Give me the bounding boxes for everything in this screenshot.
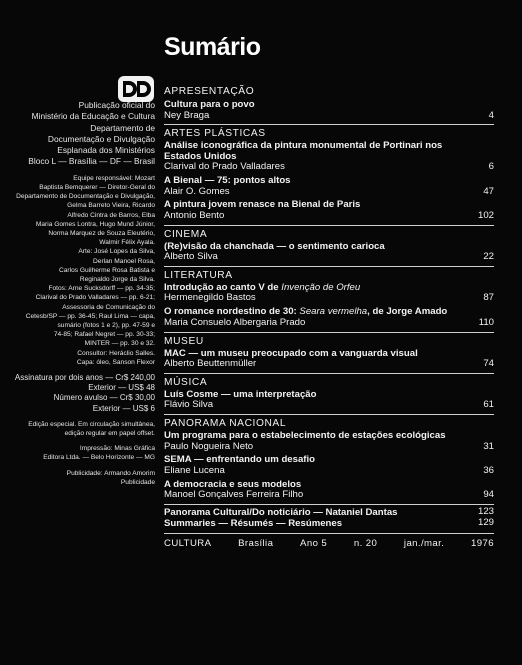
- publisher-logo: [118, 76, 154, 102]
- issue-year: Ano 5: [300, 538, 328, 550]
- entry-title-italic: Seara vermelha: [299, 306, 368, 318]
- entry-title-italic: Invenção de Orfeu: [281, 281, 361, 293]
- team-line: MINTER — pp. 30 e 32.: [84, 340, 155, 348]
- toc-section: [164, 266, 494, 329]
- entry-title: A pintura jovem renasce na Bienal de Paris: [164, 199, 361, 211]
- publication-line: Ministério da Educação e Cultura: [31, 111, 155, 122]
- entry-page-number: 4: [488, 109, 494, 121]
- entry-title: Um programa para o estabelecimento de estações ecológicas: [164, 430, 446, 442]
- entry-title-text: , de Jorge Amado: [367, 306, 448, 318]
- entry-page-number: 61: [483, 399, 494, 411]
- entry-title-text: O romance nordestino de 30:: [164, 306, 300, 318]
- toc-entry[interactable]: [164, 242, 494, 263]
- advertising-info: [0, 469, 155, 487]
- section-heading: MUSEU: [164, 332, 494, 347]
- misc-page-number: 123: [477, 506, 494, 518]
- entry-author: Eliane Lucena: [164, 464, 225, 476]
- entry-title-text: Introdução ao canto V de: [164, 281, 282, 293]
- editorial-team: [0, 174, 155, 367]
- entry-author: Alair O. Gomes: [164, 185, 230, 197]
- edition-note: [0, 420, 155, 438]
- entry-page-number: 94: [483, 489, 494, 501]
- entry-title: SEMA — enfrentando um desafio: [164, 454, 316, 466]
- team-line: Walmir Félix Ayala.: [99, 239, 155, 247]
- section-heading: ARTES PLÁSTICAS: [164, 124, 494, 139]
- team-line: Reginaldo Jorge da Silva.: [79, 276, 155, 284]
- publication-line: Departamento de: [90, 122, 155, 133]
- toc-entry[interactable]: [164, 455, 494, 476]
- publication-line: Documentação e Divulgação: [47, 133, 155, 144]
- subscription-prices: [0, 373, 155, 414]
- toc-entry[interactable]: [164, 390, 494, 411]
- team-line: Clarival do Prado Valladares — pp. 6-21;: [35, 294, 155, 302]
- team-line: Departamento de Documentação e Divulgação,: [16, 193, 155, 201]
- subscription-line: Número avulso — Cr$ 30,00: [53, 393, 155, 403]
- subscription-line: Assinatura por dois anos — Cr$ 240,00: [14, 373, 155, 383]
- entry-page-number: 31: [483, 440, 494, 452]
- team-line: Maria Gomes Lontra, Hugo Mund Júnior,: [35, 220, 155, 228]
- entry-author: Hermenegildo Bastos: [164, 292, 256, 304]
- toc-section: [164, 332, 494, 370]
- entry-author: Manoel Gonçalves Ferreira Filho: [164, 489, 304, 501]
- subscription-line: Exterior — US$ 48: [88, 383, 155, 393]
- magazine-name: CULTURA: [164, 538, 212, 550]
- team-line: Equipe responsável: Mozart: [73, 174, 155, 182]
- team-line: Alfredo Cintra de Barros, Elba: [67, 211, 155, 219]
- publication-line: Bloco L — Brasília — DF — Brasil: [28, 156, 155, 167]
- toc-entry[interactable]: [164, 141, 494, 173]
- advertising-line: Publicidade: [120, 478, 155, 486]
- toc-entry[interactable]: [164, 200, 494, 221]
- entry-title: A Bienal — 75: pontos altos: [164, 175, 291, 187]
- entry-author: Antonio Bento: [164, 209, 225, 221]
- entry-author: Flávio Silva: [164, 399, 214, 411]
- table-of-contents: [164, 83, 494, 549]
- team-line: Fotos: Arne Sucksdorff — pp. 34-35;: [48, 285, 155, 293]
- section-heading: PANORAMA NACIONAL: [164, 414, 494, 429]
- toc-section: [164, 83, 494, 121]
- toc-section: [164, 225, 494, 263]
- team-line: Derlan Manoel Rosa,: [93, 257, 155, 265]
- toc-section: [164, 414, 494, 501]
- team-line: Consultor: Heráclio Salles.: [77, 349, 155, 357]
- entry-author: Paulo Nogueira Neto: [164, 440, 254, 452]
- entry-title: (Re)visão da chanchada — o sentimento carioca: [164, 240, 385, 252]
- entry-author: Maria Consuelo Albergaria Prado: [164, 316, 306, 328]
- printing-line: Impressão: Minas Gráfica: [79, 445, 155, 453]
- entry-page-number: 6: [488, 161, 494, 173]
- section-heading: MÚSICA: [164, 373, 494, 388]
- team-line: Arte: José Lopes da Silva,: [78, 248, 155, 256]
- entry-title: Luís Cosme — uma interpretação: [164, 388, 317, 400]
- edition-line: edição regular em papel offset.: [64, 430, 155, 438]
- credits-column: [0, 100, 155, 493]
- misc-title: Panorama Cultural/Do noticiário — Nataniel Dantas: [164, 507, 398, 519]
- entry-page-number: 87: [483, 292, 494, 304]
- issue-number: n. 20: [353, 538, 378, 550]
- entry-page-number: 47: [483, 185, 494, 197]
- entry-page-number: 22: [483, 251, 494, 263]
- section-heading: CINEMA: [164, 225, 494, 240]
- toc-entry[interactable]: [164, 283, 494, 304]
- entry-author: Alberto Beuttenmüller: [164, 358, 257, 370]
- publication-line: Publicação oficial do: [78, 100, 155, 110]
- misc-title: Summaries — Résumés — Resúmenes: [164, 518, 343, 530]
- toc-entry[interactable]: [164, 480, 494, 501]
- entry-page-number: 110: [478, 316, 494, 328]
- toc-entry[interactable]: [164, 307, 494, 328]
- divider: [164, 504, 494, 505]
- issue-footer: [164, 533, 494, 549]
- misc-entry[interactable]: [164, 518, 494, 529]
- entry-title: MAC — um museu preocupado com a vanguarda visual: [164, 347, 418, 359]
- section-heading: APRESENTAÇÃO: [164, 86, 255, 97]
- toc-entry[interactable]: [164, 176, 494, 197]
- page-title: Sumário: [164, 33, 261, 61]
- toc-entry[interactable]: [164, 431, 494, 452]
- subscription-line: Exterior — US$ 6: [92, 403, 155, 413]
- entry-title: Análise iconográfica da pintura monumental de Portinari nos Estados Unidos: [164, 140, 443, 162]
- publication-info: [0, 100, 155, 168]
- entry-title: Cultura para o povo: [164, 99, 255, 110]
- entry-page-number: 102: [477, 209, 494, 221]
- team-line: Cetesb/SP — pp. 36-45; Raul Lima — capa,: [25, 312, 155, 320]
- publication-line: Esplanada dos Ministérios: [57, 145, 155, 156]
- issue-period: jan./mar.: [403, 538, 445, 550]
- toc-entry[interactable]: [164, 100, 494, 121]
- advertising-line: Publicidade: Armando Amorim: [66, 469, 155, 477]
- section-heading: LITERATURA: [164, 266, 494, 281]
- toc-section: [164, 373, 494, 411]
- team-line: Carlos Guilherme Rosa Batista e: [58, 266, 155, 274]
- issue-date: 1976: [471, 538, 494, 550]
- misc-entry[interactable]: [164, 507, 494, 518]
- entry-page-number: 36: [483, 464, 494, 476]
- team-line: sumário (fotos 1 e 2), pp. 47-59 e: [57, 322, 155, 330]
- team-line: Gelma Barreto Vieira, Ricardo: [67, 202, 155, 210]
- team-line: 74-85; Rafael Negret — pp. 30-33;: [53, 331, 155, 339]
- team-line: Capa: óleo, Sanson Flexor: [76, 358, 155, 366]
- entry-author: Ney Braga: [164, 109, 210, 121]
- entry-page-number: 74: [483, 358, 494, 370]
- printing-info: [0, 444, 155, 462]
- printing-line: Editora Ltda. — Belo Horizonte — MG: [43, 454, 155, 462]
- misc-page-number: 129: [477, 517, 494, 529]
- team-line: Norma Marquez de Souza Eleutério,: [48, 230, 155, 237]
- toc-entry[interactable]: [164, 349, 494, 370]
- issue-city: Brasília: [238, 538, 274, 550]
- team-line: Assessoria de Comunicação do: [62, 303, 155, 311]
- entry-author: Clarival do Prado Valladares: [164, 161, 285, 173]
- team-line: Baptista Bemquerer — Diretor-Geral do: [39, 183, 155, 191]
- entry-title: A democracia e seus modelos: [164, 478, 302, 490]
- entry-author: Alberto Silva: [164, 251, 218, 263]
- toc-section: [164, 124, 494, 221]
- edition-line: Edição especial. Em circulação simultânea,: [28, 420, 155, 428]
